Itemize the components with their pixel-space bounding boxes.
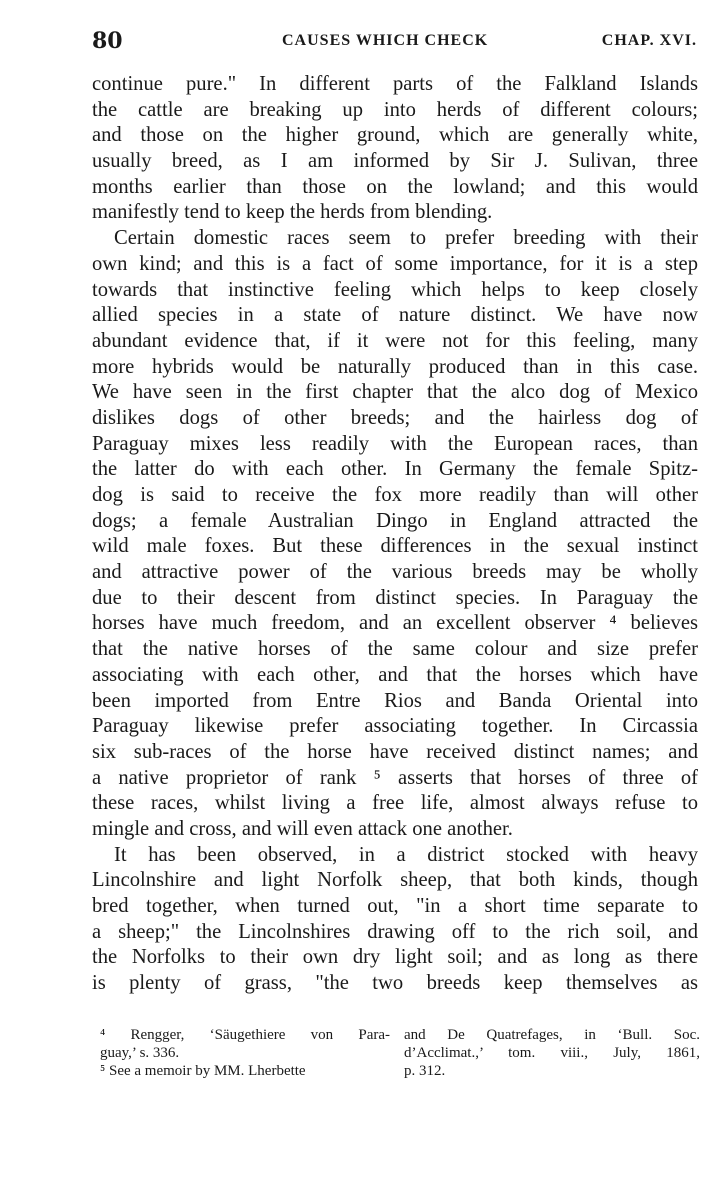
footnotes-left-column <box>100 1026 390 1080</box>
text-line: the cattle are breaking up into herds of different colours; <box>92 98 698 121</box>
text-line: It has been observed, in a district stocked with heavy <box>114 843 698 866</box>
text-line: months earlier than those on the lowland; and this would <box>92 175 698 198</box>
text-line: Lincolnshire and light Norfolk sheep, that both kinds, though <box>92 869 698 892</box>
text-line: manifestly tend to keep the herds from blending. <box>92 201 493 224</box>
footnote-line: p. 312. <box>404 1063 446 1079</box>
text-line: Certain domestic races seem to prefer breeding with their <box>114 227 698 250</box>
body-text <box>92 72 698 997</box>
text-line: is plenty of grass, "the two breeds keep themselves as <box>92 972 698 995</box>
footnote-line: guay,’ s. 336. <box>100 1045 180 1061</box>
text-line: six sub-races of the horse have received distinct names; and <box>92 740 698 763</box>
footnotes-right-column <box>404 1026 700 1080</box>
text-line: allied species in a state of nature distinct. We have now <box>92 304 698 327</box>
page-number: 80 <box>92 28 123 54</box>
text-line: more hybrids would be naturally produced than in this case. <box>92 355 698 378</box>
text-line: dog is said to receive the fox more readily than will other <box>92 484 698 506</box>
text-line: abundant evidence that, if it were not for this feeling, many <box>92 329 698 352</box>
running-title: CAUSES WHICH CHECK <box>282 32 489 49</box>
text-line: wild male foxes. But these differences in the sexual instinct <box>92 535 698 558</box>
footnote-line: and De Quatrefages, in ‘Bull. Soc. <box>404 1027 700 1043</box>
text-line: bred together, when turned out, "in a short time separate to <box>92 895 698 917</box>
text-line: horses have much freedom, and an excellent observer ⁴ believes <box>92 612 698 635</box>
text-line: a sheep;" the Lincolnshires drawing off to the rich soil, and <box>92 920 698 943</box>
footnote-line: ⁵ See a memoir by MM. Lherbette <box>100 1063 306 1079</box>
text-line: been imported from Entre Rios and Banda Oriental into <box>92 689 698 712</box>
text-line: dislikes dogs of other breeds; and the hairless dog of <box>92 406 698 429</box>
text-line: towards that instinctive feeling which helps to keep closely <box>92 278 698 301</box>
page-header <box>92 28 697 56</box>
text-line: We have seen in the first chapter that the alco dog of Mexico <box>92 381 698 404</box>
text-line: mingle and cross, and will even attack one another. <box>92 817 513 840</box>
text-line: Paraguay likewise prefer associating together. In Circassia <box>92 715 698 738</box>
footnote-line: ⁴ Rengger, ‘Säugethiere von Para- <box>100 1027 390 1043</box>
text-line: due to their descent from distinct species. In Paraguay the <box>92 586 698 609</box>
text-line: and those on the higher ground, which are generally white, <box>92 124 698 147</box>
text-line: the Norfolks to their own dry light soil; and as long as there <box>92 946 698 969</box>
text-line: associating with each other, and that the horses which have <box>92 663 698 686</box>
footnote-line: d’Acclimat.,’ tom. viii., July, 1861, <box>404 1045 700 1061</box>
text-line: dogs; a female Australian Dingo in England attracted the <box>92 509 698 532</box>
text-line: that the native horses of the same colour and size prefer <box>92 638 698 661</box>
text-line: continue pure." In different parts of the Falkland Islands <box>92 73 698 95</box>
text-line: a native proprietor of rank ⁵ asserts that horses of three of <box>92 766 698 789</box>
chapter-label: CHAP. XVI. <box>601 32 697 49</box>
text-line: these races, whilst living a free life, almost always refuse to <box>92 792 698 815</box>
text-line: own kind; and this is a fact of some importance, for it is a step <box>92 252 698 275</box>
text-line: Paraguay mixes less readily with the European races, than <box>92 432 698 455</box>
text-line: and attractive power of the various breeds may be wholly <box>92 561 698 584</box>
text-line: the latter do with each other. In Germany the female Spitz- <box>92 458 698 481</box>
text-line: usually breed, as I am informed by Sir J. Sulivan, three <box>92 150 698 173</box>
